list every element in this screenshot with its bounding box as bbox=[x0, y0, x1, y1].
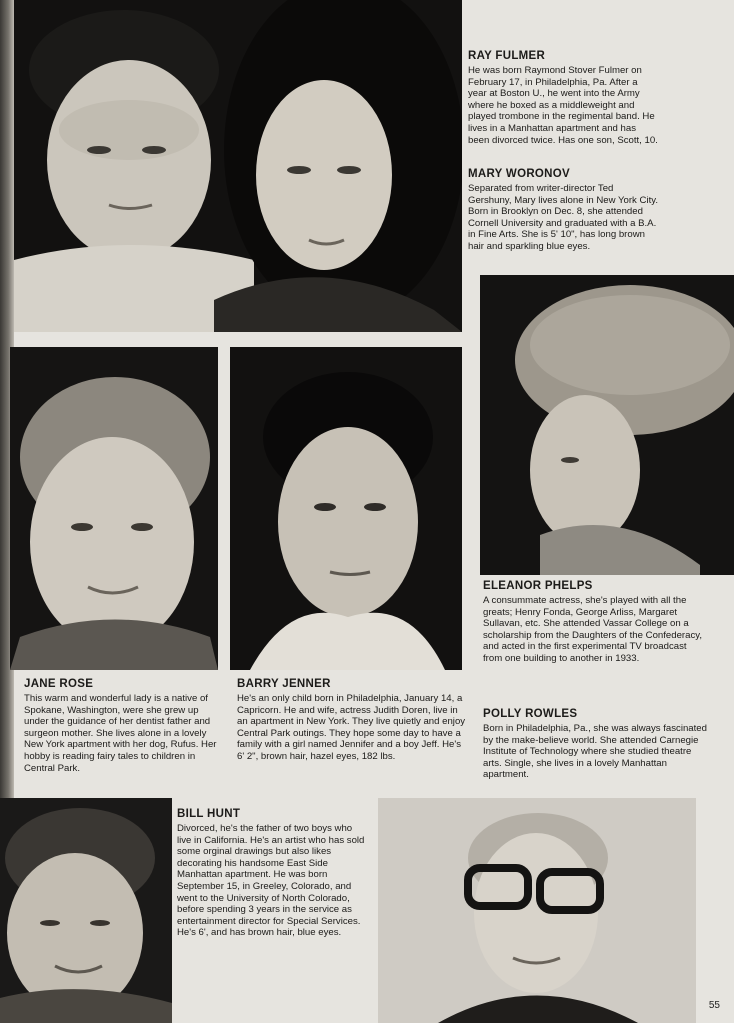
name-bill-hunt: BILL HUNT bbox=[177, 808, 241, 820]
text-ray-fulmer: He was born Raymond Stover Fulmer on February 17, in Philadelphia, Pa. After a year at Boston U., he went into the Army where he boxed as a middleweight and played trombone in the regimental band. He lives in a Manhattan apartment and has been divorced twice. Has one son, Scott, 10. bbox=[468, 65, 658, 146]
name-polly-rowles: POLLY ROWLES bbox=[483, 708, 578, 720]
name-eleanor-phelps: ELEANOR PHELPS bbox=[483, 580, 593, 592]
photo-jane-rose bbox=[10, 347, 218, 670]
name-ray-fulmer: RAY FULMER bbox=[468, 50, 546, 62]
name-barry-jenner: BARRY JENNER bbox=[237, 678, 331, 690]
text-jane-rose: This warm and wonderful lady is a native of Spokane, Washington, were she grew up under the guidance of her dentist father and surgeon mother. She lives alone in a lovely New York apartment with her dog, Rufus. Her hobby is reading fairy tales to children in Central Park. bbox=[24, 693, 217, 774]
text-eleanor-phelps: A consummate actress, she's played with all the greats; Henry Fonda, George Arliss, Margaret Sullavan, etc. She attended Vassar College on a scholarship from the Daughters of the Confederacy, and acted in the first experimental TV broadcast from one building to another in 1933. bbox=[483, 595, 702, 664]
bio-jane-rose bbox=[24, 678, 224, 774]
photo-bill-hunt bbox=[0, 798, 172, 1023]
bio-bill-hunt bbox=[177, 808, 367, 939]
bio-polly-rowles bbox=[483, 708, 708, 781]
photo-eleanor-phelps bbox=[480, 275, 734, 575]
name-jane-rose: JANE ROSE bbox=[24, 678, 94, 690]
bio-eleanor-phelps bbox=[483, 580, 703, 665]
bio-barry-jenner bbox=[237, 678, 469, 763]
text-barry-jenner: He's an only child born in Philadelphia, January 14, a Capricorn. He and wife, actress Judith Doren, live in an apartment in New York. They live quietly and enjoy Central Park outings. They hope some day to have a family with a girl named Jennifer and a boy Jeff. He's 6' 2", brown hair, hazel eyes, 182 lbs. bbox=[237, 693, 466, 762]
photo-ray-fulmer-mary-woronov bbox=[14, 0, 462, 332]
text-bill-hunt: Divorced, he's the father of two boys who live in California. He's an artist who has sold some orginal drawings but also likes decorating his handsome East Side Manhattan apartment. He was born September 15, in Greeley, Colorado, and went to the University of North Colorado, before spending 3 years in the service as entertainment director for Special Services. He's 6', and has brown hair, blue eyes. bbox=[177, 823, 365, 939]
text-polly-rowles: Born in Philadelphia, Pa., she was always fascinated by the make-believe world. She attended Carnegie Institute of Technology where she studied theatre arts. Single, she lives in a lovely Manhattan apartment. bbox=[483, 723, 707, 781]
bio-mary-woronov bbox=[468, 168, 658, 253]
name-mary-woronov: MARY WORONOV bbox=[468, 168, 570, 180]
photo-polly-rowles bbox=[378, 798, 696, 1023]
photo-barry-jenner bbox=[230, 347, 462, 670]
text-mary-woronov: Separated from writer-director Ted Gershuny, Mary lives alone in New York City. Born in Brooklyn on Dec. 8, she attended Cornell University and graduated with a B.A. in Fine Arts. She is 5' 10", has long brown hair and sparkling blue eyes. bbox=[468, 183, 658, 252]
bio-ray-fulmer bbox=[468, 50, 658, 146]
page-number: 55 bbox=[708, 1000, 720, 1011]
